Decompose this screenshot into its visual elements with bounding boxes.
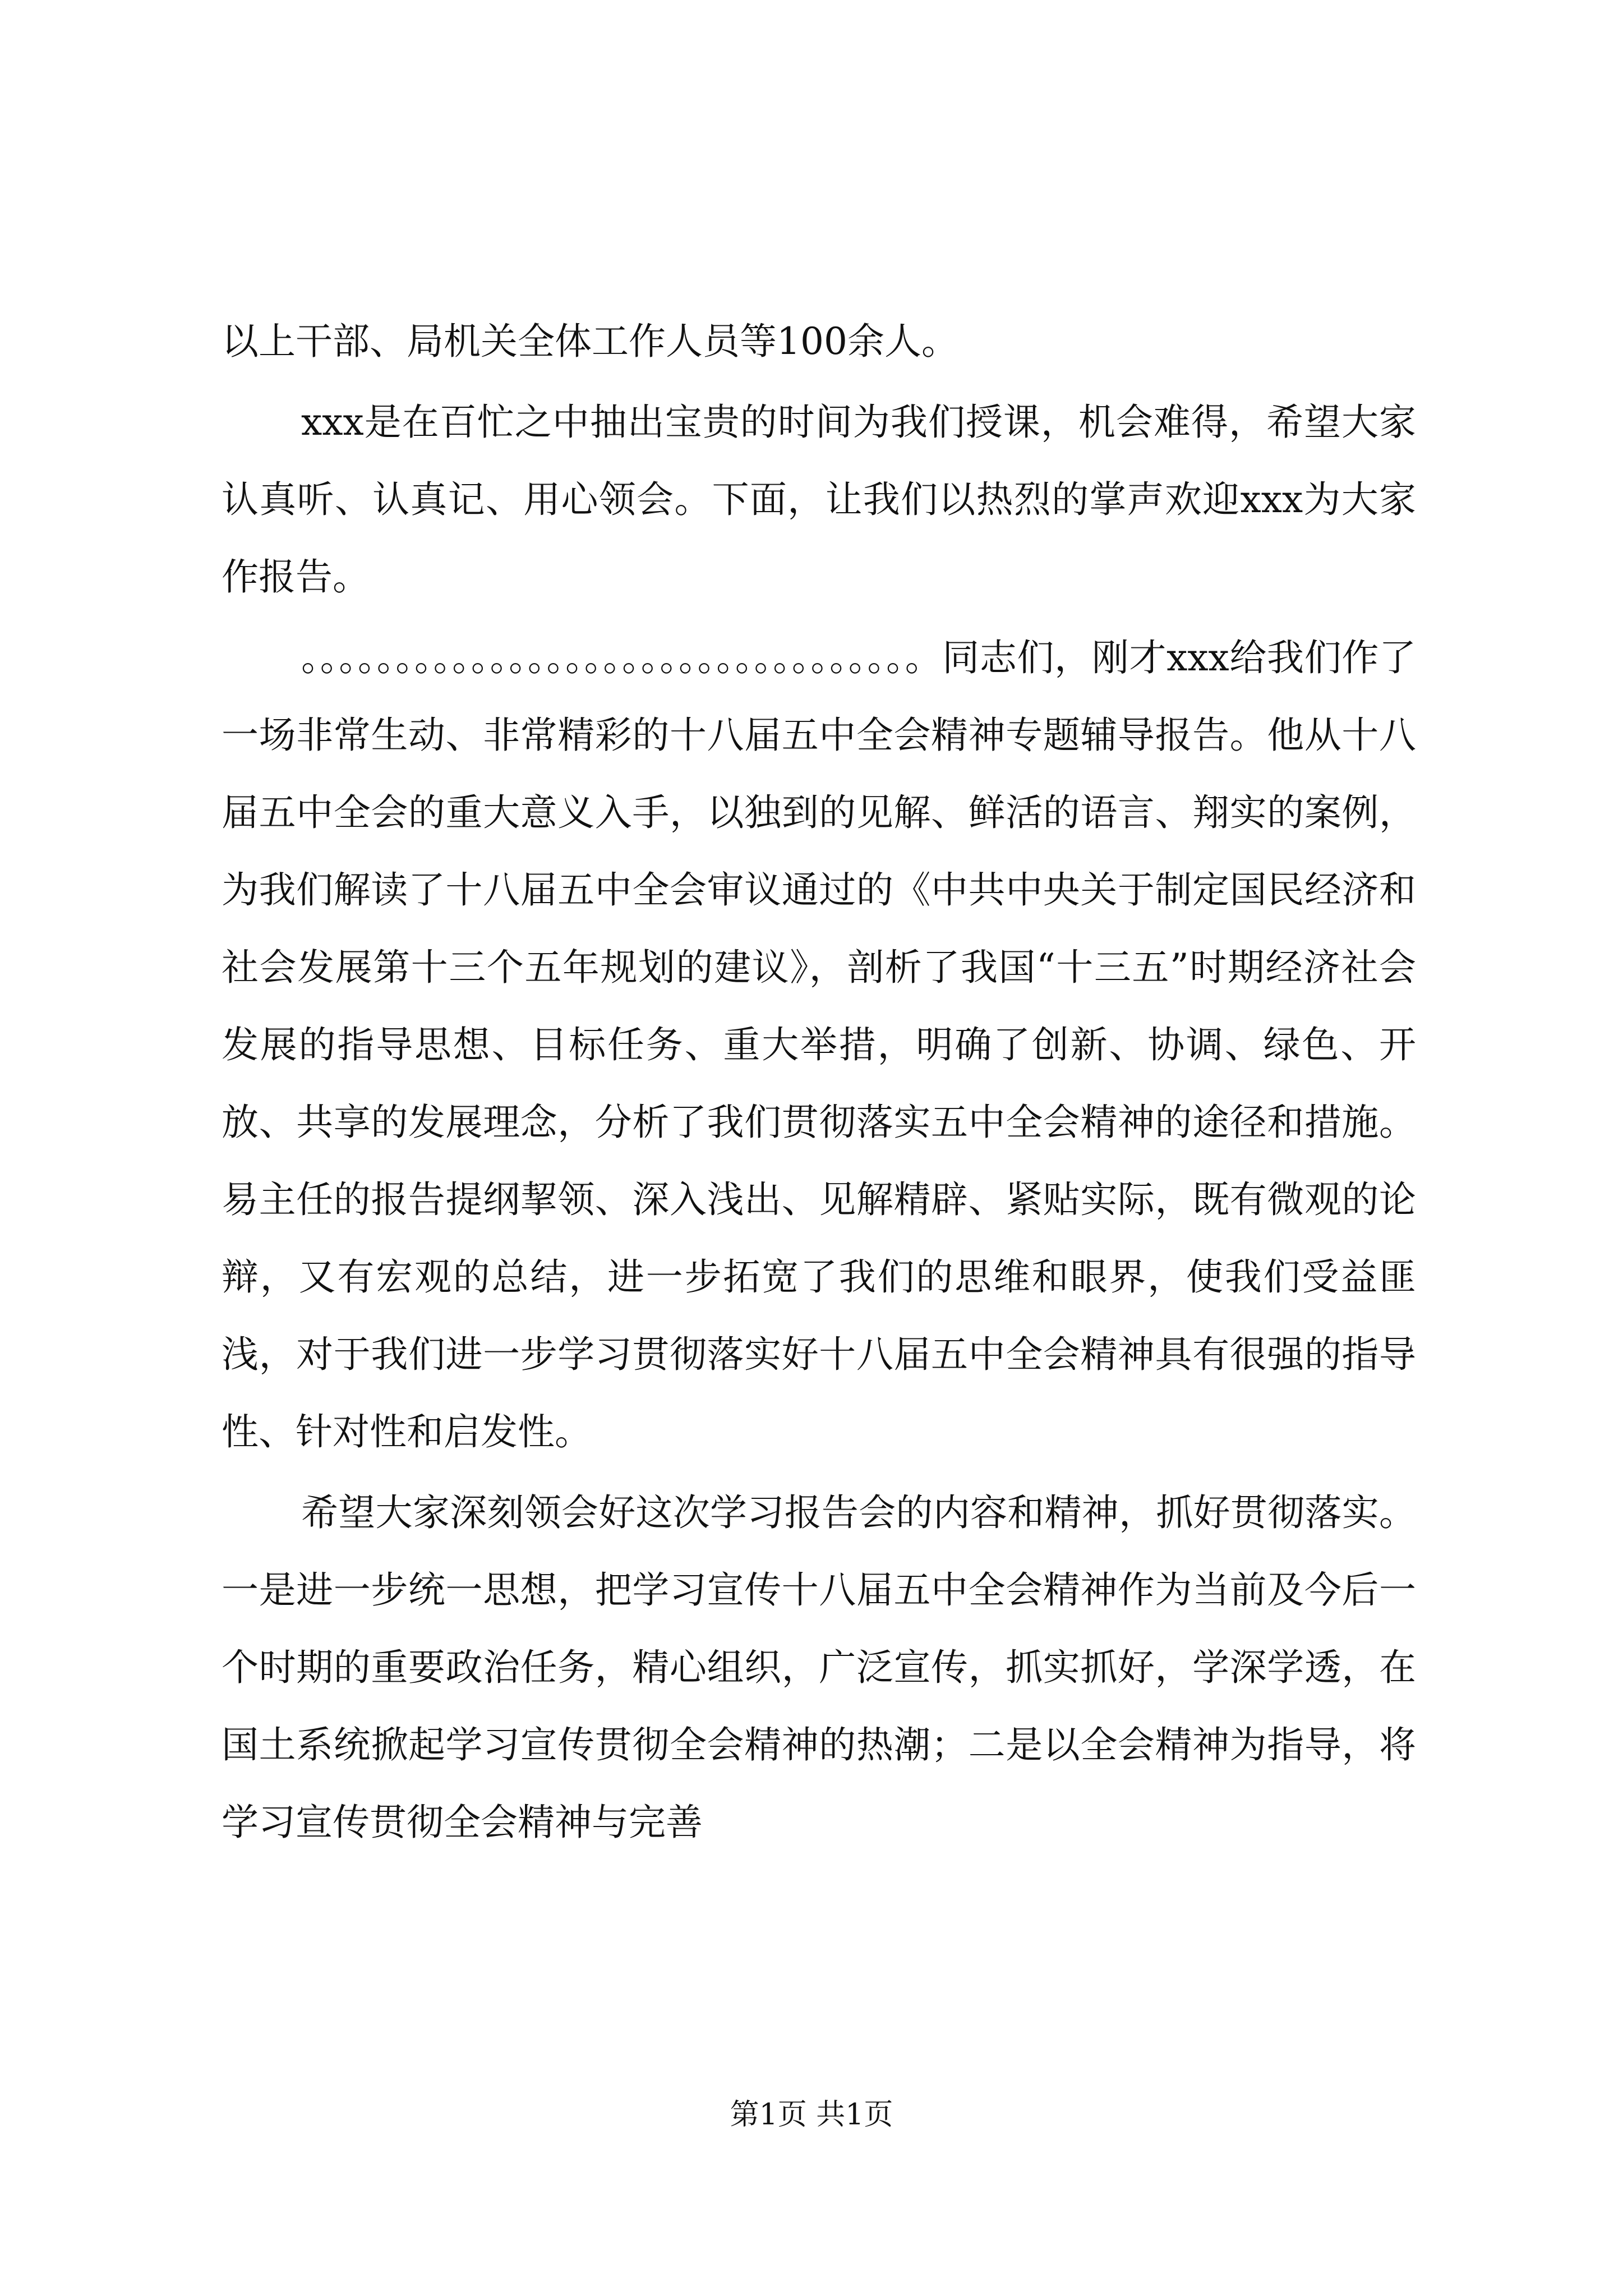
- document-body: [222, 303, 1416, 1861]
- paragraph-1: 以上干部、局机关全体工作人员等100余人。: [222, 320, 958, 363]
- paragraph-3: 。。。。。。。。。。。。。。。。。。。。。。。。。。。。。。。。。同志们，刚才xxx给我们作了一场非常生动、非常精彩的十八届五中全会精神专题辅导报告。他从十八届五中全会的重大意义入手，以独到的见解、鲜活的语言、翔实的案例，为我们解读了十八届五中全会审议通过的《中共中央关于制定国民经济和社会发展第十三个五年规划的建议》，剖析了我国“十三五”时期经济社会发展的指导思想、目标任务、重大举措，明确了创新、协调、绿色、开放、共享的发展理念，分析了我们贯彻落实五中全会精神的途径和措施。易主任的报告提纲挈领、深入浅出、见解精辟、紧贴实际，既有微观的论辩，又有宏观的总结，进一步拓宽了我们的思维和眼界，使我们受益匪浅，对于我们进一步学习贯彻落实好十八届五中全会精神具有很强的指导性、针对性和启发性。: [222, 636, 1416, 1453]
- paragraph-2: xxx是在百忙之中抽出宝贵的时间为我们授课，机会难得，希望大家认真听、认真记、用心领会。下面，让我们以热烈的掌声欢迎xxx为大家作报告。: [222, 401, 1416, 599]
- page-footer: 第1页 共1页: [730, 2098, 893, 2132]
- paragraph-4: 希望大家深刻领会好这次学习报告会的内容和精神，抓好贯彻落实。一是进一步统一思想，把学习宣传十八届五中全会精神作为当前及今后一个时期的重要政治任务，精心组织，广泛宣传，抓实抓好，学深学透，在国土系统掀起学习宣传贯彻全会精神的热潮；二是以全会精神为指导，将学习宣传贯彻全会精神与完善: [222, 1491, 1416, 1844]
